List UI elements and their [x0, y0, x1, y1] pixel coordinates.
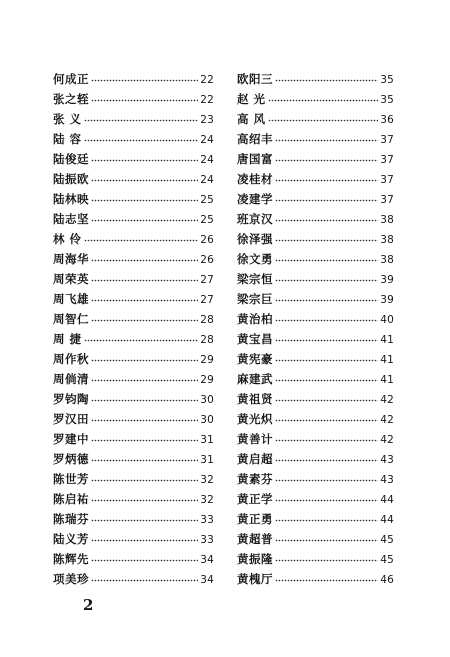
index-entry	[53, 570, 214, 590]
entry-name: 黄正学	[237, 492, 273, 507]
dot-leader	[91, 176, 198, 184]
entry-page-number: 28	[200, 333, 214, 346]
entry-name: 高绍丰	[237, 132, 273, 147]
entry-name: 凌桂材	[237, 172, 273, 187]
dot-leader	[275, 356, 378, 364]
entry-page-number: 37	[380, 173, 394, 186]
index-entry	[237, 450, 394, 470]
index-entry	[237, 390, 394, 410]
entry-page-number: 25	[200, 213, 214, 226]
entry-page-number: 41	[380, 373, 394, 386]
entry-page-number: 33	[200, 533, 214, 546]
entry-page-number: 43	[380, 453, 394, 466]
dot-leader	[91, 576, 198, 584]
index-entry	[237, 90, 394, 110]
entry-name: 梁宗恒	[237, 272, 273, 287]
dot-leader	[91, 456, 198, 464]
page-number: 2	[83, 596, 94, 614]
dot-leader	[268, 116, 379, 124]
entry-name: 周作秋	[53, 352, 89, 367]
entry-page-number: 31	[200, 453, 214, 466]
index-entry	[237, 290, 394, 310]
dot-leader	[91, 436, 198, 444]
entry-page-number: 23	[200, 113, 214, 126]
index-entry	[237, 370, 394, 390]
index-entry	[53, 450, 214, 470]
entry-page-number: 26	[200, 253, 214, 266]
entry-page-number: 42	[380, 413, 394, 426]
dot-leader	[275, 156, 378, 164]
entry-name: 陆俊廷	[53, 152, 89, 167]
entry-page-number: 30	[200, 393, 214, 406]
entry-name: 陈世芳	[53, 472, 89, 487]
index-entry	[53, 70, 214, 90]
entry-name: 黄宝昌	[237, 332, 273, 347]
index-entry	[237, 490, 394, 510]
entry-name: 赵 光	[237, 92, 266, 107]
index-entry	[237, 270, 394, 290]
dot-leader	[91, 316, 198, 324]
dot-leader	[275, 256, 378, 264]
index-entry	[237, 210, 394, 230]
index-entry	[53, 150, 214, 170]
dot-leader	[91, 416, 198, 424]
dot-leader	[275, 456, 378, 464]
entry-name: 周智仁	[53, 312, 89, 327]
index-entry	[237, 130, 394, 150]
index-entry	[53, 130, 214, 150]
index-entry	[237, 570, 394, 590]
entry-name: 张 义	[53, 112, 82, 127]
entry-page-number: 41	[380, 333, 394, 346]
entry-page-number: 25	[200, 193, 214, 206]
index-entry	[53, 350, 214, 370]
dot-leader	[275, 296, 378, 304]
entry-page-number: 38	[380, 213, 394, 226]
entry-page-number: 38	[380, 233, 394, 246]
index-entry	[53, 330, 214, 350]
entry-name: 黄善计	[237, 432, 273, 447]
dot-leader	[84, 136, 199, 144]
entry-name: 凌建学	[237, 192, 273, 207]
entry-page-number: 22	[200, 73, 214, 86]
dot-leader	[275, 176, 378, 184]
dot-leader	[275, 276, 378, 284]
entry-page-number: 37	[380, 153, 394, 166]
index-entry	[237, 110, 394, 130]
entry-name: 黄宪豪	[237, 352, 273, 367]
index-entry	[53, 290, 214, 310]
index-entry	[237, 430, 394, 450]
dot-leader	[91, 76, 198, 84]
entry-page-number: 39	[380, 273, 394, 286]
entry-name: 黄光炽	[237, 412, 273, 427]
entry-name: 周 捷	[53, 332, 82, 347]
dot-leader	[91, 496, 198, 504]
index-entry	[237, 550, 394, 570]
entry-page-number: 24	[200, 153, 214, 166]
entry-name: 黄超普	[237, 532, 273, 547]
dot-leader	[84, 236, 199, 244]
index-entry	[237, 410, 394, 430]
index-entry	[237, 170, 394, 190]
dot-leader	[91, 356, 198, 364]
entry-name: 陆振欧	[53, 172, 89, 187]
index-column-right	[237, 70, 394, 590]
dot-leader	[91, 196, 198, 204]
entry-name: 黄振隆	[237, 552, 273, 567]
entry-name: 黄正勇	[237, 512, 273, 527]
entry-name: 陆志坚	[53, 212, 89, 227]
entry-page-number: 45	[380, 533, 394, 546]
entry-name: 麻建武	[237, 372, 273, 387]
index-entry	[53, 170, 214, 190]
entry-name: 周荣英	[53, 272, 89, 287]
entry-page-number: 39	[380, 293, 394, 306]
entry-page-number: 43	[380, 473, 394, 486]
index-entry	[53, 470, 214, 490]
dot-leader	[91, 296, 198, 304]
dot-leader	[275, 516, 378, 524]
entry-name: 陈瑞芬	[53, 512, 89, 527]
dot-leader	[275, 496, 378, 504]
entry-page-number: 27	[200, 273, 214, 286]
dot-leader	[275, 436, 378, 444]
entry-page-number: 28	[200, 313, 214, 326]
entry-name: 陈启祐	[53, 492, 89, 507]
index-entry	[53, 550, 214, 570]
entry-page-number: 38	[380, 253, 394, 266]
index-entry	[53, 370, 214, 390]
entry-name: 周倘清	[53, 372, 89, 387]
entry-page-number: 37	[380, 133, 394, 146]
dot-leader	[91, 536, 198, 544]
entry-page-number: 46	[380, 573, 394, 586]
entry-page-number: 33	[200, 513, 214, 526]
entry-page-number: 29	[200, 353, 214, 366]
index-entry	[237, 310, 394, 330]
entry-name: 张之轾	[53, 92, 89, 107]
dot-leader	[91, 156, 198, 164]
entry-name: 唐国富	[237, 152, 273, 167]
entry-name: 梁宗巨	[237, 292, 273, 307]
dot-leader	[91, 516, 198, 524]
dot-leader	[84, 116, 199, 124]
entry-name: 黄槐厅	[237, 572, 273, 587]
entry-name: 陈辉先	[53, 552, 89, 567]
dot-leader	[275, 316, 378, 324]
dot-leader	[275, 76, 378, 84]
entry-page-number: 44	[380, 513, 394, 526]
index-entry	[53, 230, 214, 250]
index-entry	[53, 110, 214, 130]
index-entry	[237, 250, 394, 270]
entry-name: 周海华	[53, 252, 89, 267]
index-entry	[53, 310, 214, 330]
entry-page-number: 34	[200, 573, 214, 586]
index-entry	[53, 190, 214, 210]
index-entry	[237, 330, 394, 350]
entry-name: 陆 容	[53, 132, 82, 147]
dot-leader	[91, 96, 198, 104]
index-entry	[237, 230, 394, 250]
dot-leader	[275, 536, 378, 544]
entry-page-number: 31	[200, 433, 214, 446]
entry-name: 班京汉	[237, 212, 273, 227]
index-column-left	[53, 70, 214, 590]
dot-leader	[275, 396, 378, 404]
entry-page-number: 41	[380, 353, 394, 366]
entry-page-number: 30	[200, 413, 214, 426]
entry-name: 何成正	[53, 72, 89, 87]
entry-name: 林 伶	[53, 232, 82, 247]
dot-leader	[275, 196, 378, 204]
dot-leader	[275, 236, 378, 244]
entry-page-number: 36	[380, 113, 394, 126]
index-entry	[53, 430, 214, 450]
dot-leader	[91, 376, 198, 384]
entry-page-number: 40	[380, 313, 394, 326]
dot-leader	[275, 336, 378, 344]
dot-leader	[84, 336, 199, 344]
entry-page-number: 26	[200, 233, 214, 246]
entry-page-number: 45	[380, 553, 394, 566]
entry-name: 高 风	[237, 112, 266, 127]
entry-name: 项美珍	[53, 572, 89, 587]
entry-name: 黄启超	[237, 452, 273, 467]
index-entry	[53, 390, 214, 410]
entry-page-number: 22	[200, 93, 214, 106]
dot-leader	[91, 276, 198, 284]
dot-leader	[275, 556, 378, 564]
entry-name: 罗钧陶	[53, 392, 89, 407]
entry-name: 罗炳德	[53, 452, 89, 467]
entry-page-number: 32	[200, 493, 214, 506]
index-entry	[237, 530, 394, 550]
entry-name: 黄祖贤	[237, 392, 273, 407]
index-entry	[237, 150, 394, 170]
dot-leader	[268, 96, 379, 104]
dot-leader	[91, 396, 198, 404]
entry-page-number: 27	[200, 293, 214, 306]
index-entry	[53, 530, 214, 550]
dot-leader	[275, 416, 378, 424]
entry-name: 黄治柏	[237, 312, 273, 327]
index-entry	[53, 510, 214, 530]
dot-leader	[275, 136, 378, 144]
entry-page-number: 42	[380, 433, 394, 446]
index-entry	[237, 70, 394, 90]
dot-leader	[91, 216, 198, 224]
index-entry	[53, 490, 214, 510]
index-entry	[237, 190, 394, 210]
entry-name: 罗建中	[53, 432, 89, 447]
dot-leader	[91, 256, 198, 264]
entry-name: 周飞雄	[53, 292, 89, 307]
entry-page-number: 37	[380, 193, 394, 206]
entry-page-number: 29	[200, 373, 214, 386]
dot-leader	[275, 476, 378, 484]
entry-page-number: 42	[380, 393, 394, 406]
index-entry	[53, 270, 214, 290]
entry-name: 徐文勇	[237, 252, 273, 267]
dot-leader	[91, 556, 198, 564]
index-entry	[237, 510, 394, 530]
index-entry	[237, 470, 394, 490]
entry-page-number: 24	[200, 173, 214, 186]
dot-leader	[91, 476, 198, 484]
index-entry	[237, 350, 394, 370]
entry-name: 陆义芳	[53, 532, 89, 547]
dot-leader	[275, 576, 378, 584]
entry-name: 徐泽强	[237, 232, 273, 247]
entry-page-number: 44	[380, 493, 394, 506]
entry-page-number: 24	[200, 133, 214, 146]
dot-leader	[275, 216, 378, 224]
dot-leader	[275, 376, 378, 384]
entry-page-number: 35	[380, 93, 394, 106]
entry-name: 黄素芬	[237, 472, 273, 487]
index-entry	[53, 250, 214, 270]
entry-name: 罗汉田	[53, 412, 89, 427]
entry-page-number: 34	[200, 553, 214, 566]
entry-page-number: 32	[200, 473, 214, 486]
index-entry	[53, 90, 214, 110]
index-entry	[53, 210, 214, 230]
entry-name: 欧阳三	[237, 72, 273, 87]
entry-name: 陆林映	[53, 192, 89, 207]
index-entry	[53, 410, 214, 430]
entry-page-number: 35	[380, 73, 394, 86]
